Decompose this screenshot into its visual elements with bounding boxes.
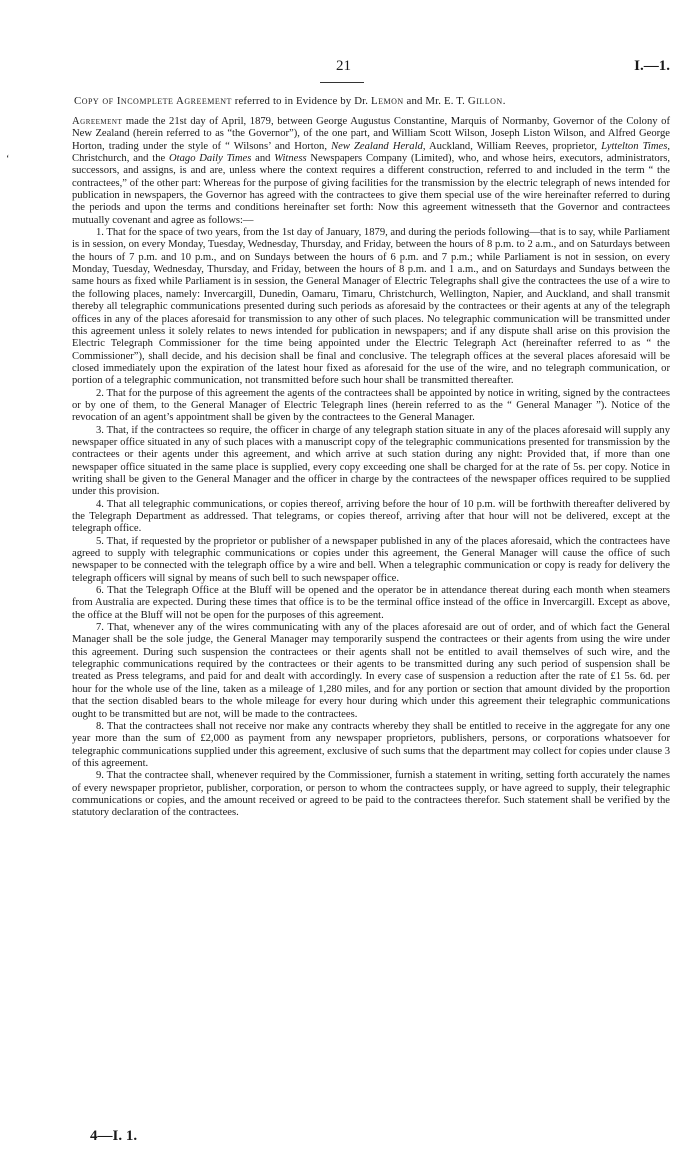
caption-gillon: Gillon [467, 95, 503, 107]
caption-agreement: Agreement [176, 95, 232, 107]
caption-lemon: Lemon [371, 95, 404, 107]
caption-copy: Copy of Incomplete [74, 95, 177, 107]
page-header [0, 58, 700, 76]
clause-6: 6. That the Telegraph Office at the Bluff will be opened and the operator be in attendance thereat during each month when steamers from Australia are expected. During these times that office is to be the terminal office instead of the office in Invercargill. Except as above, the office at the Bluff will not be open for the purposes of this agreement. [72, 585, 670, 621]
page-reference: I.—1. [634, 58, 670, 74]
caption-text-2: and Mr. E. T. [403, 95, 468, 107]
intro-newspaper-4: Witness [274, 153, 307, 165]
intro-text-2: , Auckland, William Reeves, proprietor, [422, 140, 602, 152]
intro-paragraph [72, 116, 670, 227]
clause-9: 9. That the contractee shall, whenever required by the Commissioner, furnish a statement in writing, setting forth accurately the names of every newspaper proprietor, publisher, corporation, or person to whom the contractees supply, or have agreed to supply, their telegraphic communications or copies, and the amount received or agreed to be paid to the contractees therefor. Such statement shall be verified by the statutory declaration of the contractees. [72, 770, 670, 819]
caption-period: . [502, 95, 506, 107]
intro-newspaper-1: New Zealand Herald [331, 140, 423, 152]
clause-2: 2. That for the purpose of this agreement the agents of the contractees shall be appointed by notice in writing, signed by the contractees or by one of them, to the General Manager of Electric Telegraph lines (herein referred to as the “ General Manager ”). Notice of the revocation of an agent’s appointment shall be given by the contractees to the General Manager. [72, 387, 670, 424]
clause-7: 7. That, whenever any of the wires communicating with any of the places aforesaid are out of order, and of which fact the General Manager shall be the sole judge, the General Manager may temporarily suspend the contractees or their agents from using the wire under this agreement. During such suspension the contractees or their agents shall not be entitled to avail themselves of such wire, and the telegraphic communications required by the contractees or their agents to be transmitted during any such period of suspension shall be treated as Press telegrams, and paid for and dealt with accordingly. In every case of suspension a reduction after the rate of £1 5s. 6d. per hour for the whole use of the line, taken as a mileage of 1,280 miles, and for any portion or section that amount divided by the proportion that the section disabled bears to the whole mileage for every hour during which under this agreement their telegraphic communications ought to be transmitted but are not, will be made to the contractees. [72, 622, 670, 720]
intro-newspaper-2: Lyttelton Times [601, 140, 668, 152]
clause-3: 3. That, if the contractees so require, the officer in charge of any telegraph station situate in any of the places aforesaid will supply any newspaper office situated in any of such places with a manuscript copy of the telegraphic communications presented for transmission by the contractees or their agents under this agreement, and which arrive at such station during any night: Provided that, if more than one newspaper office situated in the same place is supplied, every copy exceeding one shall be charged for at the rate of 5s. per copy. Notice in writing shall be given to the General Manager and the officer in charge by the contractees of the newspaper offices required to be supplied under this provision. [72, 424, 670, 498]
clause-5: 5. That, if requested by the proprietor or publisher of a newspaper published in any of the places aforesaid, which the contractees have agreed to supply with telegraphic communications or copies under this agreement, the General Manager will cause the office of such newspaper to be connected with the telegraph office by a wire and bell. When a telegraphic communication or copy is ready for delivery the telegraph officers will signal by means of such bell to such newspaper office. [72, 535, 670, 584]
clause-4: 4. That all telegraphic communications, or copies thereof, arriving before the hour of 10 p.m. will be forthwith thereafter delivered by the Telegraph Department as addressed. That telegrams, or copies thereof, arriving after that hour will not be delivered, except at the telegraph office. [72, 498, 670, 535]
margin-mark: ‘ [6, 154, 10, 165]
clause-1: 1. That for the space of two years, from the 1st day of January, 1879, and during the periods following—that is to say, while Parliament is in session, on every Monday, Tuesday, Wednesday, Thursday, and Friday, between the hours of 8 p.m. to 2 a.m., and on Saturdays between the hours of 7 p.m. and 10 p.m., and on Sundays between the hours of 6 p.m. and 7 p.m.; while Parliament is not in session, on every Monday, Tuesday, Wednesday, Thursday, and Friday, between the hours of 8 p.m. and 1 a.m., and on Saturdays and Sundays between the same hours as fixed while Parliament is in session, the General Manager of Electric Telegraphs shall give the contractees the use of a wire to the following places, namely: Invercargill, Dunedin, Oamaru, Timaru, Christchurch, Wellington, Napier, and Auckland, and shall transmit thereby all telegraphic communications presented during such periods as aforesaid by the contractees or their agents at any of the telegraph offices in any of the places aforesaid for transmission to any other of such places. No telegraphic communication will be transmitted under this agreement unless it solely relates to news intended for publication in newspapers; and if any dispute shall arise on this provision the Electric Telegraph Commissioner for the time being appointed under the Electric Telegraph Act (hereinafter referred to as “ the Commissioner”), shall decide, and his decision shall be final and conclusive. The telegraph offices at the several places aforesaid will be closed immediately upon the expiration of the latest hour fixed as aforesaid for the use of the wire, and no telegraph communication, or portion of a telegraphic communication, not transmitted before such hour shall be transmitted thereafter. [72, 227, 670, 387]
signature-mark: 4—I. 1. [90, 1128, 138, 1144]
agreement-body [72, 116, 670, 820]
intro-text-5: Newspapers Company (Limited), who, and whose heirs, executors, administrators, successors, and assigns, is and are, unless where the context requires a different construction, referred to and included in the term “ the contractees,” of the other part: Whereas for the purpose of giving facilities for the transmission by the electric telegraph of news intended for publication in newspapers, the Governor has agreed with the contractees to give them special use of the wire hereinafter referred to during the periods and upon the terms and conditions hereinafter set forth: Now this agreement witnesseth that the Governor and contractees mutually covenant and agree as follows:— [72, 153, 670, 226]
intro-text-3: , Christchurch, and the [72, 140, 670, 165]
document-caption [74, 95, 654, 108]
intro-text-1: made the 21st day of April, 1879, between George Augustus Constantine, Marquis of Normanby, Governor of the Colony of New Zealand (herein referred to as “the Governor”), of the one part, and William Scott Wilson, Joseph Liston Wilson, and Alfred George Horton, trading under the style of “ Wilsons’ and Horton, [72, 116, 670, 152]
clause-8: 8. That the contractees shall not receive nor make any contracts whereby they shall be entitled to receive in the aggregate for any one year more than the sum of £2,000 as payment from any newspaper proprietors, publishers, persons, or corporations whatsoever for telegraphic communications supplied under this agreement, exclusive of such sums that the department may collect for copies under clause 3 of this agreement. [72, 720, 670, 769]
intro-newspaper-3: Otago Daily Times [169, 153, 252, 165]
intro-text-4: and [251, 153, 275, 165]
header-rule [320, 82, 364, 83]
caption-text: referred to in Evidence by Dr. [231, 95, 371, 107]
page-number: 21 [336, 58, 351, 74]
intro-agreement-word: Agreement [72, 116, 123, 127]
